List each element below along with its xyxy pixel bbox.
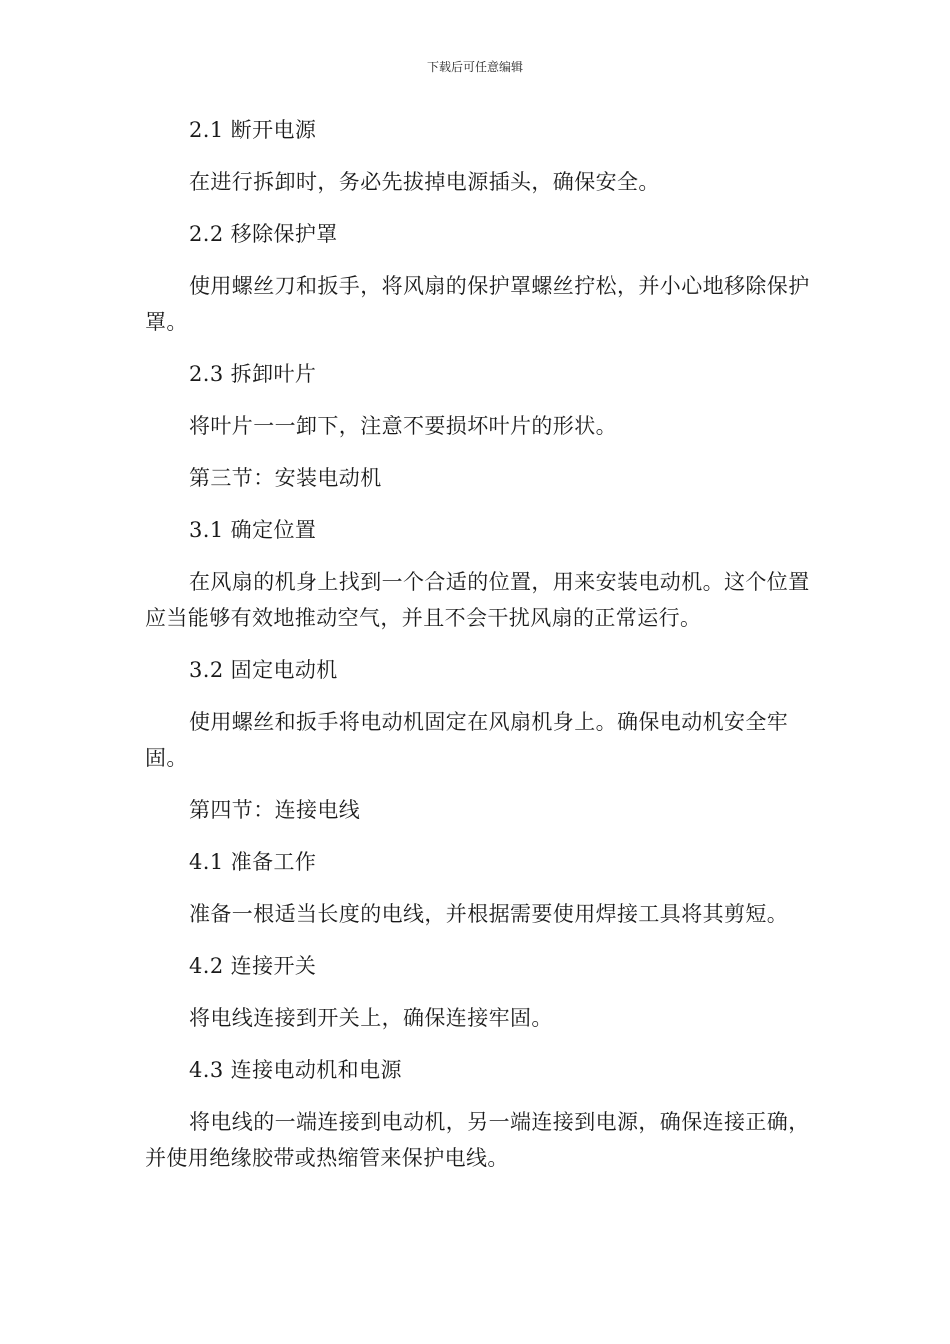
- chapter-heading-4: 第四节：连接电线: [189, 798, 361, 822]
- section-heading-2-3: 2.3 拆卸叶片: [189, 362, 317, 386]
- body-paragraph: 将电线的一端连接到电动机，另一端连接到电源，确保连接正确，并使用绝缘胶带或热缩管来保护电线。: [145, 1110, 810, 1170]
- chapter-heading-3: 第三节：安装电动机: [189, 466, 382, 490]
- body-paragraph: 使用螺丝刀和扳手，将风扇的保护罩螺丝拧松，并小心地移除保护罩。: [145, 274, 810, 334]
- section-heading-4-1: 4.1 准备工作: [189, 850, 317, 874]
- body-paragraph: 在进行拆卸时，务必先拔掉电源插头，确保安全。: [189, 170, 660, 194]
- body-paragraph: 准备一根适当长度的电线，并根据需要使用焊接工具将其剪短。: [189, 902, 789, 926]
- page-header: 下载后可任意编辑: [426, 60, 523, 74]
- section-heading-2-2: 2.2 移除保护罩: [189, 222, 338, 246]
- body-paragraph: 将电线连接到开关上，确保连接牢固。: [189, 1006, 553, 1030]
- body-paragraph: 将叶片一一卸下，注意不要损坏叶片的形状。: [189, 414, 617, 438]
- section-heading-4-3: 4.3 连接电动机和电源: [189, 1058, 402, 1082]
- document-body: [145, 112, 810, 1192]
- body-paragraph: 使用螺丝和扳手将电动机固定在风扇机身上。确保电动机安全牢固。: [145, 710, 789, 770]
- section-heading-3-1: 3.1 确定位置: [189, 518, 317, 542]
- body-paragraph: 在风扇的机身上找到一个合适的位置，用来安装电动机。这个位置应当能够有效地推动空气，并且不会干扰风扇的正常运行。: [145, 570, 810, 630]
- section-heading-4-2: 4.2 连接开关: [189, 954, 317, 978]
- section-heading-3-2: 3.2 固定电动机: [189, 658, 338, 682]
- section-heading-2-1: 2.1 断开电源: [189, 118, 317, 142]
